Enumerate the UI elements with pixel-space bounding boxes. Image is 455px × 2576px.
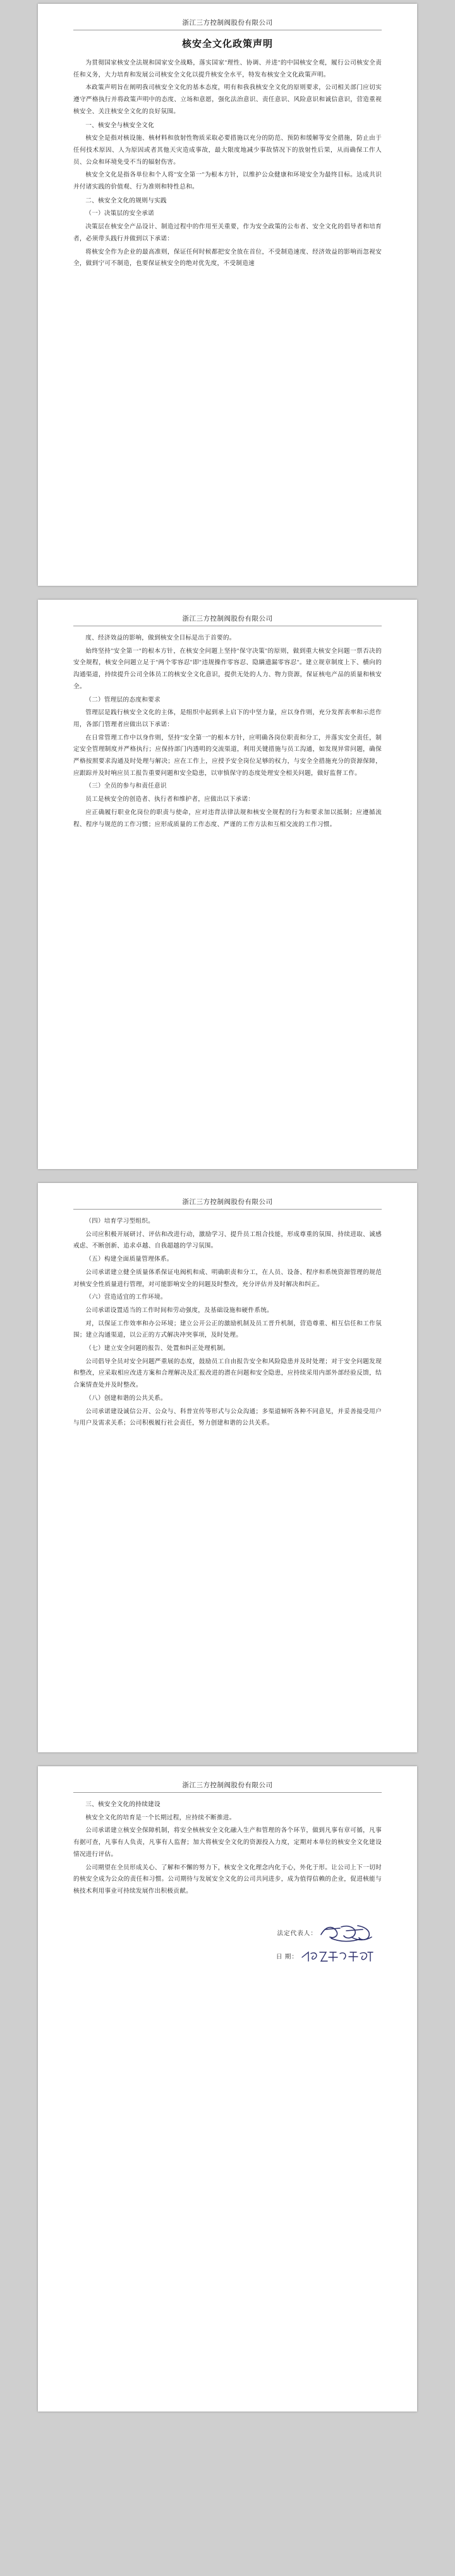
paragraph: 在日常管理工作中以身作则，坚持"安全第一"的根本方针，应明确各岗位职责和分工，并落实安全责任，制定安全管理制度并严格执行；应保持部门内透明的交流渠道，利用关键措施与员工沟通，如发现异常问题，确保严格按照要求沟通及时处理与解决；应在工作上，应授予安全岗位足够的权力，与安全全措施充分的资源保障，应跟踪并及时响应员工报告重要问题和安全隐患，以审慎保守的态度处理安全相关问题，做好监督工作。 — [73, 734, 382, 777]
date-label: 日 期： — [276, 1953, 298, 1960]
paragraph: （四）培育学习型组织。 — [85, 1218, 155, 1225]
paragraph: （七）建立安全问题的报告、处置和纠正处理机制。 — [85, 1345, 229, 1353]
paragraph: 决策层在核安全产品设计、制造过程中的作用至关重要，作为安全政策的公布者、安全文化的倡导者和培育者，必须带头践行并做到以下承诺： — [73, 223, 382, 242]
section-heading: 一、核安全与核安全文化 — [85, 121, 155, 129]
date-line — [73, 1951, 375, 1964]
paragraph: 核安全是指对核设施、核材料和放射性物质采取必要措施以充分的防范、预防和缓解等安全措施，防止由于任何技术原因、人为原因或者其他天灾造成事故，最大限度地减少事故情况下的放射性后果，从而确保工作人员、公众和环境免受不当的辐射伤害。 — [73, 135, 382, 166]
paragraph: 度、经济效益的影响，做到核安全目标是出于首要的。 — [85, 635, 236, 641]
paragraph: 应正确履行职业化岗位的职责与使命，应对违背法律法规和核安全规程的行为和要求加以抵制；应遵循流程、程序与规范的工作习惯；应形成质量的工作态度、严谨的工作方法和互相交流的工作习惯。 — [73, 808, 382, 828]
paragraph: 公司承诺建设诚信公开、公众与、科普宣传等形式与公众沟通；多渠道倾听各种不同意见，并妥善接受用户与用户及需求关系；公司积极履行社会责任，努力创建和谐的公共关系。 — [73, 1408, 382, 1427]
paragraph: （二）管理层的态度和要求 — [85, 696, 161, 703]
paragraph: （六）营造适宜的工作环境。 — [85, 1294, 167, 1301]
header-divider — [73, 1792, 382, 1793]
handwritten-signature-icon — [318, 1926, 375, 1942]
paragraph: 公司承诺建立健全质量体系保证电阀机和成、明确职责和分工，在人员、设备、程序和系统资源管理的规范对核安全性质量进行管理，对可能影响安全的问题及时整改，充分评估并及时解决和纠正。 — [73, 1268, 382, 1288]
signature-block — [73, 1926, 382, 1964]
document-sheet-3 — [38, 1183, 417, 1752]
document-sheet-2 — [38, 600, 417, 1169]
company-header: 浙江三方控制阀股份有限公司 — [182, 616, 273, 622]
company-header: 浙江三方控制阀股份有限公司 — [182, 1782, 273, 1789]
paragraph: 将核安全作为企业的最高准则，保证任何时候都把安全放在首位，不受制造速度、经济效益的影响而忽视安全，做到宁可不制造，也要保证核安全的绝对优先度，不受制造速 — [73, 248, 382, 268]
paragraph: 本政策声明旨在阐明我司核安全文化的基本态度，明有和我我核安全文化的原则要求，公司相关部门应切实遵守严格执行并将政策声明中的态度、立场和意愿，强化法治意识、责任意识、风险意识和诚信意识，营造重视核安全、关注核安全文化的良好氛围。 — [73, 84, 382, 115]
document-sheet-1 — [38, 4, 417, 586]
handwritten-date-icon — [300, 1951, 375, 1964]
paragraph: 对，以保证工作效率和办公环境；建立公开公正的激励机制及员工晋升机制，营造尊重、相互信任和工作氛围；建立沟通渠道，以公正的方式解决冲突事项，及时处理。 — [73, 1320, 382, 1339]
paragraph: （八）创建和谐的公共关系。 — [85, 1394, 167, 1402]
paragraph: 公司承诺建立核安全保障机制，将安全核核安全文化融入生产和管理的各个环节，做到凡事有章可循，凡事有据可查，凡事有人负责，凡事有人监督；加大将核安全文化的资源投入力度，定期对本单位的核安全文化建设情况进行评估。 — [73, 1827, 382, 1858]
paragraph: 核安全文化是指各单位和个人将"安全第一"为根本方针，以维护公众健康和环境安全为最终目标。达成共识并付诸实践的价值观、行为准则和特性总和。 — [73, 171, 382, 191]
paragraph: 核安全文化的培育是一个长期过程，应持续不断推进。 — [85, 1814, 236, 1821]
legal-representative-label: 法定代表人： — [277, 1929, 317, 1937]
section-heading: 二、核安全文化的规则与实践 — [85, 197, 167, 204]
paragraph: 公司应积极开展研讨、评估和改进行动，激励学习、提升员工组合技能，形成尊重的氛围、持续进取、诚感戒虑、不断创新、追求卓越、自我超越的学习氛围。 — [73, 1230, 382, 1250]
paragraph: 管理层是践行核安全文化的主体，是组织中起到承上启下的中坚力量，应以身作则，充分发挥表率和示范作用，各部门管理者应做出以下承诺： — [73, 709, 382, 728]
paragraph: 公司承诺设置适当的工作时间和劳动强度，及基础设施和硬件系统。 — [85, 1306, 273, 1314]
paragraph: 员工是核安全的创造者、执行者和维护者，应做出以下承诺： — [85, 796, 255, 803]
paragraph: 公司期望在全员形成关心、了解和不懈的努力下，核安全文化理念内化于心，外化于形。让公司上下一切时的核安全成为公众的责任和习惯。公司期待与发展安全文化的公司共同进步，成为值得信赖的企业，促进核能与核技术利用事业可持续发展作出积极贡献。 — [73, 1864, 382, 1895]
page-title: 核安全文化政策声明 — [181, 39, 273, 49]
paragraph: 始终坚持"安全第一"的根本方针，在核安全问题上坚持"保守决策"的原则，做到重大核安全问题一票否决的安全规程，核安全问题立足于"两个零容忍"即"违规操作零容忍、隐瞒遗漏零容忍"。建立规章制度上下、横向的沟通渠道，持续提升公司全体员工的核安全文化意识，提供无处的人力、物力资源，保证核电产品的质量和核安全。 — [73, 647, 382, 690]
paragraph: （五）构建全面质量管理体系。 — [85, 1256, 173, 1263]
paragraph: （三）全员的参与和责任意识 — [85, 783, 167, 790]
paragraph: 公司倡导全员对安全问题严重展的态度，鼓励员工自由报告安全和风险隐患并及时处理；对于安全问题发现和整改，应采取相应改进方案和合理解决及汇报改进的潜在问题和安全隐患，应持续采用内部外部经验反馈，结合案情查处并及时整改。 — [73, 1358, 382, 1389]
paragraph: 为贯彻国家核安全法规和国家安全战略，落实国家"理性、协调、并进"的中国核安全观，履行公司核安全责任和义务，大力培育和发展公司核安全文化以提升核安全水平，特发布核安全文化政策声明。 — [73, 59, 382, 78]
company-header: 浙江三方控制阀股份有限公司 — [182, 20, 273, 27]
legal-representative-line — [73, 1926, 375, 1942]
company-header: 浙江三方控制阀股份有限公司 — [182, 1199, 273, 1206]
header-divider — [73, 1209, 382, 1210]
paragraph: （一）决策层的安全承诺 — [85, 210, 155, 218]
document-sheet-4 — [38, 1766, 417, 2412]
section-heading: 三、核安全文化的持续建设 — [85, 1801, 161, 1808]
